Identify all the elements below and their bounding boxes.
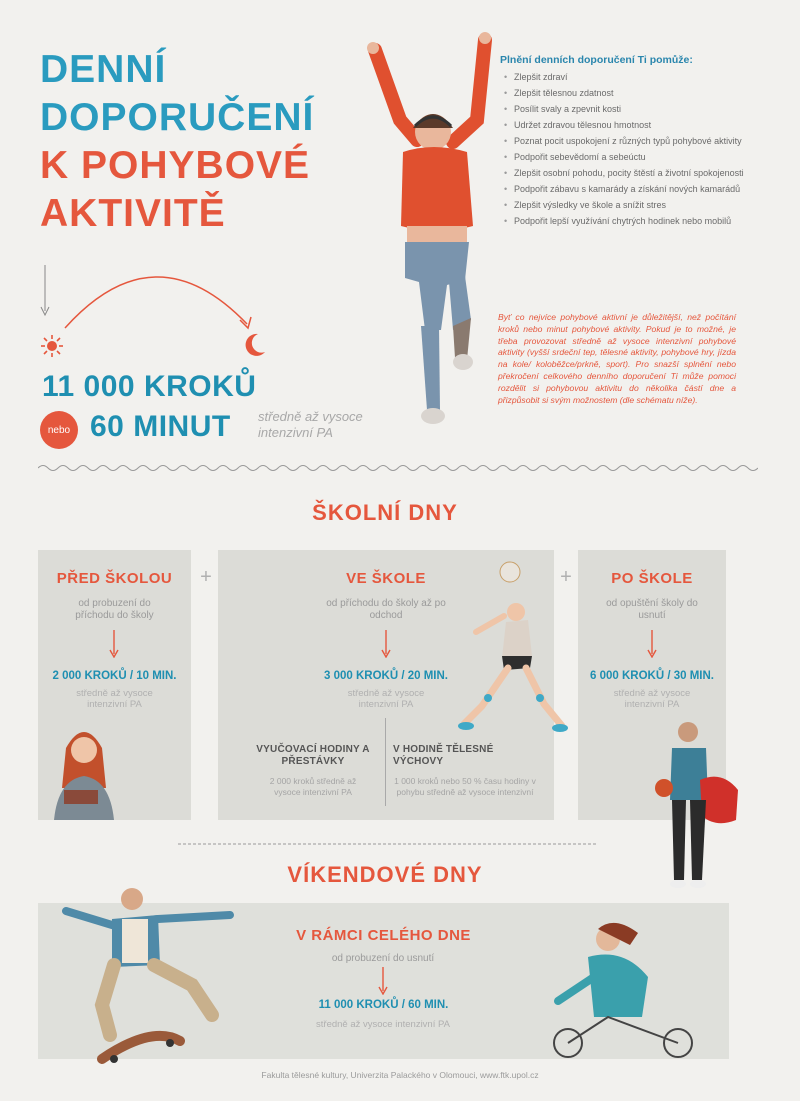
benefit-item: • Udržet zdravou tělesnou hmotnost [514,120,750,132]
daily-minutes: 60 MINUT [90,410,231,443]
girl-on-bike-photo [538,917,698,1059]
before-school-sub: od probuzení do příchodu do školy [75,598,154,621]
daily-steps: 11 000 KROKŮ [42,370,257,403]
down-arrow-icon [381,630,391,658]
after-school-title: PO ŠKOLE [611,570,693,587]
day-arc-arrow [55,258,265,334]
down-arrow-icon [40,265,50,317]
or-badge: nebo [40,411,78,449]
lessons-breaks-heading: VYUČOVACÍ HODINY A PŘESTÁVKY [256,744,370,767]
weekend-sub: od probuzení do usnutí [331,953,435,964]
benefit-item: • Poznat pocit uspokojení z různých typů pohybové aktivity [514,136,750,148]
title-line-2: DOPORUČENÍ [40,96,315,139]
plus-icon: + [200,566,212,588]
intensity-note: středně až vysoce intenzivní PA [258,409,363,440]
benefit-item: • Zlepšit zdraví [514,72,750,84]
after-school-sub: od opuštění školy do usnutí [606,598,698,621]
before-school-title: PŘED ŠKOLOU [56,570,173,587]
before-school-card [38,550,191,820]
benefit-item: • Podpořit lepší využívání chytrých hodinek nebo mobilů [514,216,750,228]
girl-with-books-photo [44,718,124,820]
benefit-item: • Zlepšit výsledky ve škole a snížit stres [514,200,750,212]
weekend-days-title: VÍKENDOVÉ DNY [287,862,483,887]
at-school-intensity: středně až vysoce intenzivní PA [347,688,425,710]
sun-icon [41,335,63,357]
column-divider [385,718,386,806]
title-line-3: K POHYBOVÉ [40,144,311,187]
after-school-intensity: středně až vysoce intenzivní PA [613,688,691,710]
wavy-divider [178,840,598,848]
down-arrow-icon [647,630,657,658]
title-line-1: DENNÍ [40,48,167,91]
weekend-intensity: středně až vysoce intenzivní PA [316,1019,450,1030]
after-school-steps: 6 000 KROKŮ / 30 MIN. [590,670,714,682]
at-school-sub: od příchodu do školy až po odchod [326,598,446,621]
at-school-steps: 3 000 KROKŮ / 20 MIN. [324,670,448,682]
lessons-breaks-text: 2 000 kroků středně až vysoce intenzivní PA [269,776,357,797]
pe-class-text: 1 000 kroků nebo 50 % času hodiny v pohybu středně až vysoce intenzivní [394,776,536,797]
volleyball-player-photo [458,556,568,740]
before-school-intensity: středně až vysoce intenzivní PA [76,688,153,710]
weekend-card-title: V RÁMCI CELÉHO DNE [296,927,471,944]
footer-credit: Fakulta tělesné kultury, Univerzita Palackého v Olomouci, www.ftk.upol.cz [261,1070,539,1080]
plus-icon: + [560,566,572,588]
benefit-item: • Zlepšit osobní pohodu, pocity štěstí a životní spokojenosti [514,168,750,180]
down-arrow-icon [378,967,388,995]
before-school-steps: 2 000 KROKŮ / 10 MIN. [52,670,177,682]
down-arrow-icon [109,630,119,658]
title-line-4: AKTIVITĚ [40,192,226,235]
school-days-title: ŠKOLNÍ DNY [312,500,458,525]
moon-icon [244,333,266,357]
page-title [40,46,314,238]
skateboarder-photo [62,885,242,1085]
benefit-item: • Posílit svaly a zpevnit kosti [514,104,750,116]
recommendation-note: Byť co nejvíce pohybové aktivní je důležitější, než počítání kroků nebo minut pohybové aktivity. Pokud je to možné, je třeba provozovat středně až vysoce intenzivní pohybové aktivity (vyšší srdeční tep, tělesné aktivity, pohybové hry, jízda na kole/ koloběžce/prkně, sport). Pro snazší splnění nebo překročení celkového denního doporučení Ti může pomoci rozdělit si pohybovou aktivitu do několika částí dne a přizpůsobit si svým možnostem (dle schématu níže). [498,312,736,405]
wavy-divider [38,463,758,473]
pe-class-heading: V HODINĚ TĚLESNÉ VÝCHOVY [393,744,494,767]
benefits-list [500,72,750,228]
benefit-item: • Podpořit zábavu s kamarády a získání nových kamarádů [514,184,750,196]
benefits-heading: Plnění denních doporučení Ti pomůže: [500,54,693,66]
benefits-panel [500,54,750,232]
at-school-card [218,550,554,820]
benefit-item: • Zlepšit tělesnou zdatnost [514,88,750,100]
weekend-steps: 11 000 KROKŮ / 60 MIN. [318,999,449,1011]
benefit-item: • Podpořit sebevědomí a sebeúctu [514,152,750,164]
dancing-girl-photo [345,30,505,440]
at-school-title: VE ŠKOLE [346,570,426,587]
